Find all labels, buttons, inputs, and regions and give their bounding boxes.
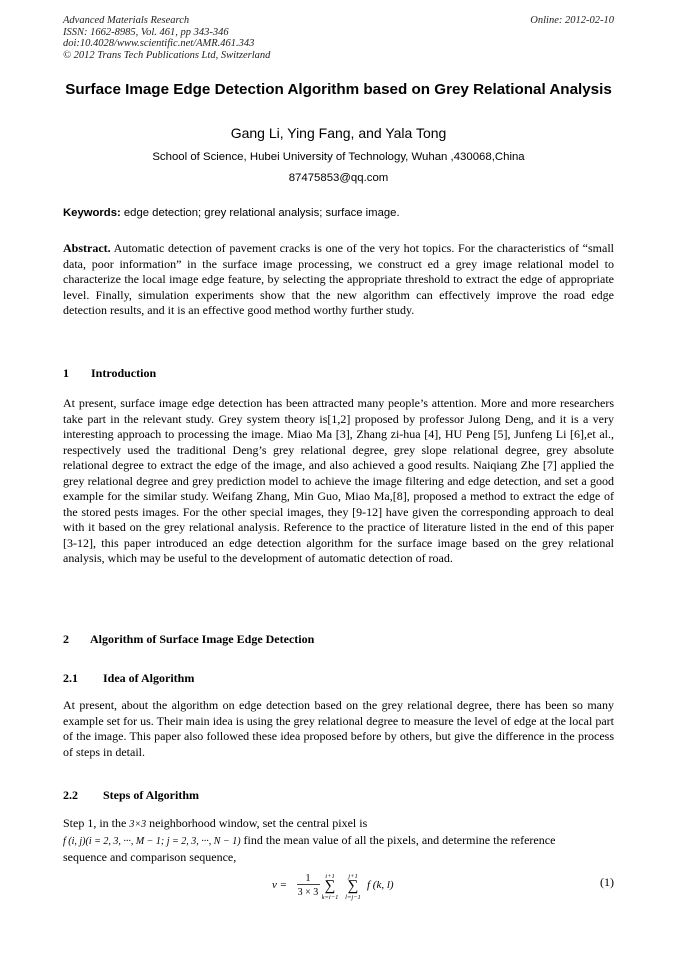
step1-line3: sequence and comparison sequence, — [63, 850, 237, 864]
eq-fraction-denominator: 3 × 3 — [297, 887, 319, 898]
eq-fraction-numerator: 1 — [305, 873, 311, 884]
abstract-paragraph — [63, 241, 614, 319]
keywords-line — [63, 206, 614, 220]
step1-text-b: neighborhood window, set the central pixel is — [146, 816, 368, 830]
section-title: Introduction — [91, 366, 157, 380]
eq-lhs: v = — [272, 879, 288, 891]
section-title: Algorithm of Surface Image Edge Detection — [90, 632, 315, 646]
introduction-paragraph: At present, surface image edge detection has been attracted many people’s attention. More and more researchers take part in the relevant study. Grey system theory is[1,2] proposed by professor Julong Deng, and it is a very interesting approach to processing the image. Miao Ma [3], Zhang zi-hua [4], HU Peng [5], Junfeng Li [6],et al., respectively used the traditional Deng’s grey relational degree, grey slope relational degree, grey absolute relational degree to extract the edge of the image, and also achieved a good results. Naiqiang Zhe [7] applied the grey relational degree and grey prediction model to achieve the image filtering and edge detection, and set a good example for the similar study. Weifang Zhang, Min Guo, Miao Ma,[8], proposed a method to extract the edge of the stored pests images. For the other special images, they [9-12] have given the corresponding approach to deal with it based on the grey relational analysis. Reference to the practice of literature listed in the end of this paper [3-12], this paper introduced an edge detection algorithm for the surface image based on the grey relational analysis, which may be useful to the development of automatic detection of road. — [63, 396, 614, 565]
author-email: 87475853@qq.com — [288, 172, 389, 184]
mean-value-equation — [250, 869, 450, 901]
eq-sum1-upper: i+1 — [325, 873, 335, 880]
section-number: 2.1 — [63, 671, 78, 685]
section-number: 2 — [63, 632, 69, 646]
sum1-icon: ∑ — [324, 878, 336, 894]
section-title: Steps of Algorithm — [103, 788, 199, 802]
eq-sum2-lower: l=j−1 — [345, 894, 361, 901]
step1-text-a: Step 1, in the — [63, 816, 130, 830]
eq-sum2-upper: j+1 — [348, 873, 358, 880]
abstract-label: Abstract. — [63, 241, 111, 255]
author-list: Gang Li, Ying Fang, and Yala Tong — [230, 125, 447, 141]
central-pixel-math: f (i, j)(i = 2, 3, ···, M − 1; j = 2, 3, ···, N − 1) — [63, 836, 241, 847]
journal-header — [63, 15, 270, 61]
subsection-heading-idea — [63, 671, 614, 686]
step1-line1 — [63, 816, 614, 833]
step1-line2 — [63, 833, 614, 850]
eq-sum1-lower: k=i−1 — [321, 894, 339, 901]
keywords-text: edge detection; grey relational analysis; surface image. — [120, 207, 400, 219]
window-size-math: 3×3 — [129, 819, 147, 830]
affiliation: School of Science, Hubei University of Technology, Wuhan ,430068,China — [152, 151, 525, 163]
step1-text-c: find the mean value of all the pixels, and determine the reference — [240, 833, 556, 847]
sum2-icon: ∑ — [347, 878, 359, 894]
section-title: Idea of Algorithm — [103, 671, 195, 685]
eq-term: f (k, l) — [367, 879, 394, 891]
issn-line: ISSN: 1662-8985, Vol. 461, pp 343-346 — [63, 26, 229, 38]
online-date: Online: 2012-02-10 — [530, 15, 614, 26]
keywords-label: Keywords: — [63, 207, 121, 219]
paper-title: Surface Image Edge Detection Algorithm based on Grey Relational Analysis — [65, 81, 612, 98]
section-number: 2.2 — [63, 788, 78, 802]
section-heading-algorithm — [63, 632, 614, 647]
copyright-line: © 2012 Trans Tech Publications Ltd, Switzerland — [63, 49, 271, 61]
section-number: 1 — [63, 366, 69, 380]
section-heading-introduction — [63, 366, 614, 381]
idea-paragraph: At present, about the algorithm on edge detection based on the grey relational degree, there has been so many example set for us. Their main idea is using the grey relational degree to measure the level of edge at the local part of the image. This paper also followed these idea proposed before by others, but give the difference in the process of steps in detail. — [63, 698, 614, 759]
doi-line: doi:10.4028/www.scientific.net/AMR.461.343 — [63, 38, 255, 49]
abstract-text: Automatic detection of pavement cracks is one of the very hot topics. For the characteristics of “small data, poor information” in the surface image processing, we construct ed a grey image relational model to characterize the local image edge feature, by selecting the appropriate threshold to extract the edge of appropriate level. Finally, simulation experiments show that the new algorithm can effectively improve the road edge detection results, and it is an effective good method worthy further study. — [63, 241, 614, 317]
journal-name: Advanced Materials Research — [63, 15, 190, 26]
subsection-heading-steps — [63, 788, 614, 803]
equation-number: (1) — [600, 875, 614, 889]
